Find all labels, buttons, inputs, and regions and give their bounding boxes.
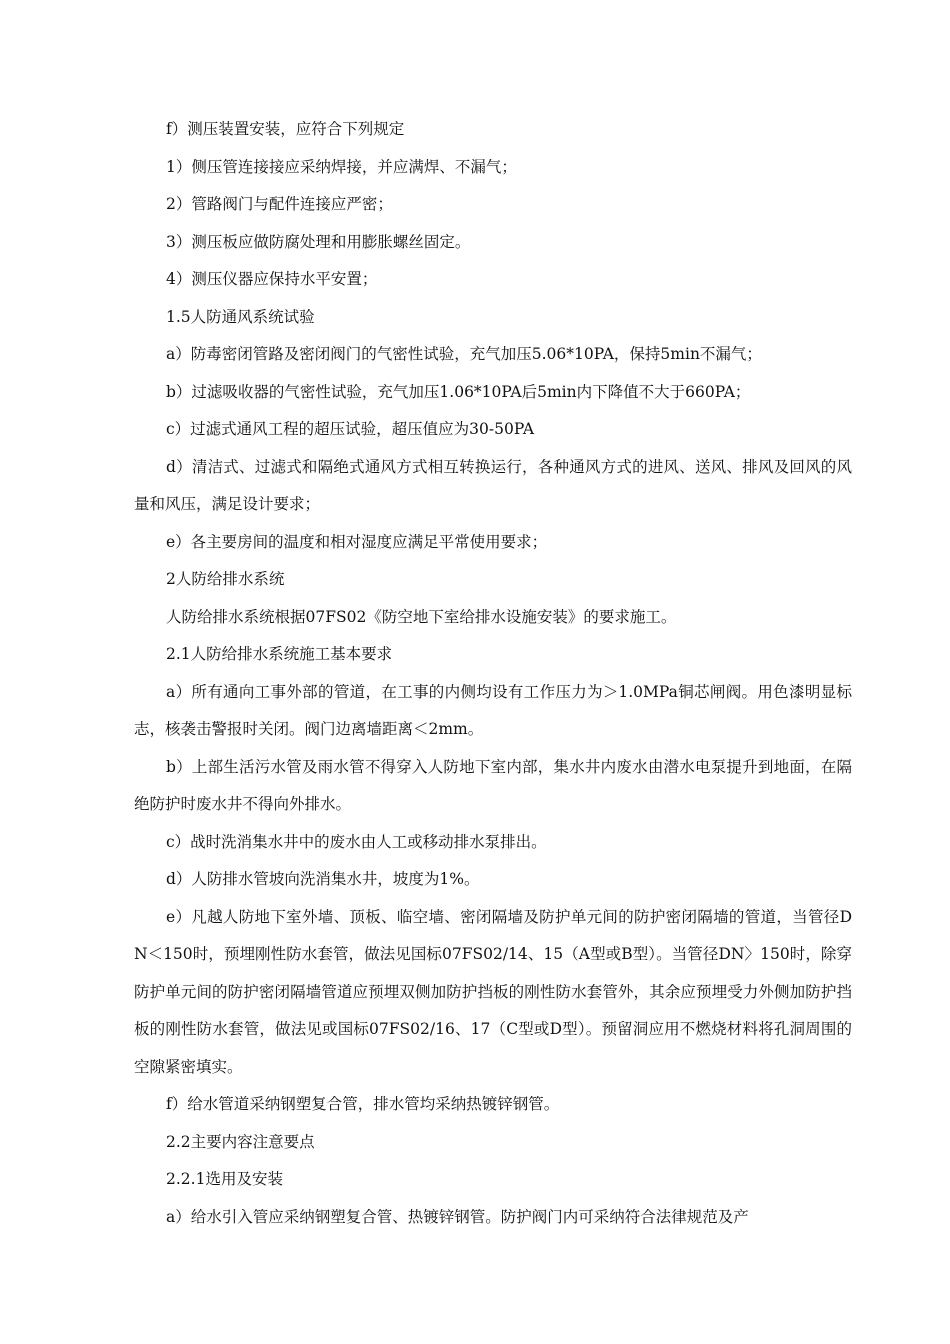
paragraph: a）所有通向工事外部的管道，在工事的内侧均设有工作压力为＞1.0MPa铜芯闸阀。用色漆明显标志，核袭击警报时关闭。阀门边离墙距离＜2mm。 — [134, 682, 852, 738]
paragraph: 3）测压板应做防腐处理和用膨胀螺丝固定。 — [166, 232, 471, 251]
section-heading: 2.1人防给排水系统施工基本要求 — [166, 645, 393, 663]
paragraph: d）人防排水管坡向洗消集水井，坡度为1%。 — [166, 870, 480, 888]
paragraph: c）过滤式通风工程的超压试验，超压值应为30-50PA — [166, 420, 535, 438]
section-heading: 1.5人防通风系统试验 — [166, 307, 315, 326]
paragraph: e）凡越人防地下室外墙、顶板、临空墙、密闭隔墙及防护单元间的防护密闭隔墙的管道，当管径DN＜150时，预埋刚性防水套管，做法见国标07FS02/14、15（A型或B型）。当管径DN〉150时，除穿防护单元间的防护密闭隔墙管道应预埋双侧加防护挡板的刚性防水套管外，其余应预埋受力外侧加防护挡板的刚性防水套管，做法见或国标07FS02/16、17（C型或D型）。预留洞应用不燃烧材料将孔洞周围的空隙紧密填实。 — [134, 907, 852, 1076]
section-heading: 2人防给排水系统 — [166, 570, 285, 588]
paragraph: f）测压装置安装，应符合下列规定 — [166, 120, 405, 138]
paragraph: 4）测压仪器应保持水平安置； — [166, 270, 378, 288]
paragraph: b）过滤吸收器的气密性试验，充气加压1.06*10PA后5min内下降值不大于660PA； — [166, 382, 751, 401]
paragraph: e）各主要房间的温度和相对湿度应满足平常使用要求； — [166, 532, 548, 551]
paragraph: 人防给排水系统根据07FS02《防空地下室给排水设施安装》的要求施工。 — [166, 607, 677, 626]
paragraph: f）给水管道采纳钢塑复合管，排水管均采纳热镀锌钢管。 — [166, 1095, 560, 1113]
paragraph: d）清洁式、过滤式和隔绝式通风方式相互转换运行，各种通风方式的进风、送风、排风及回风的风量和风压，满足设计要求； — [134, 457, 852, 513]
paragraph: a）防毒密闭管路及密闭阀门的气密性试验，充气加压5.06*10PA，保持5min不漏气； — [166, 345, 762, 363]
paragraph: b）上部生活污水管及雨水管不得穿入人防地下室内部，集水井内废水由潜水电泵提升到地面，在隔绝防护时废水井不得向外排水。 — [134, 757, 852, 813]
paragraph: a）给水引入管应采纳钢塑复合管、热镀锌钢管。防护阀门内可采纳符合法律规范及产 — [166, 1207, 749, 1226]
section-heading: 2.2主要内容注意要点 — [166, 1132, 315, 1151]
document-body — [134, 111, 852, 1236]
paragraph: c）战时洗消集水井中的废水由人工或移动排水泵排出。 — [166, 832, 547, 851]
section-heading: 2.2.1选用及安装 — [166, 1170, 283, 1188]
paragraph: 1）侧压管连接接应采纳焊接，并应满焊、不漏气； — [166, 157, 517, 176]
paragraph: 2）管路阀门与配件连接应严密； — [166, 195, 393, 213]
